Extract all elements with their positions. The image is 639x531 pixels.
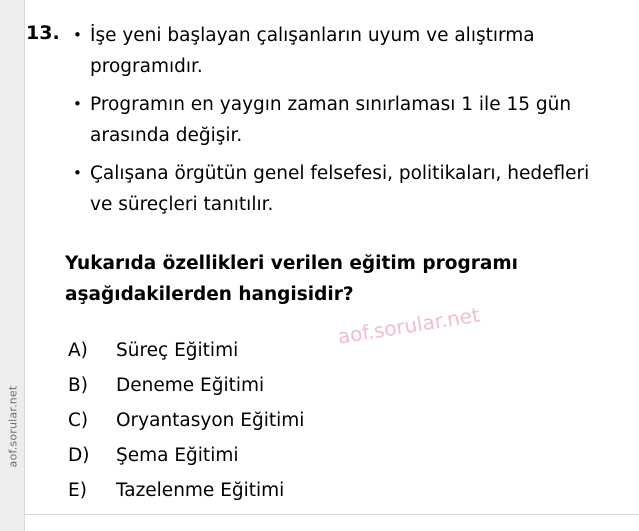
list-item-text: Çalışana örgütün genel felsefesi, politikaları, hedefleri ve süreçleri tanıtılır. — [90, 163, 590, 215]
page-bottom-divider — [25, 514, 639, 515]
option-label: Şema Eğitimi — [116, 445, 239, 466]
question-number: 13. — [26, 22, 60, 44]
option-letter: C) — [68, 410, 89, 431]
option-label: Tazelenme Eğitimi — [116, 480, 285, 501]
answer-option-c[interactable] — [68, 403, 608, 438]
answer-options — [68, 333, 608, 508]
list-item — [72, 20, 610, 82]
answer-option-e[interactable] — [68, 473, 608, 508]
bullet-icon: • — [73, 26, 82, 44]
list-item-text: İşe yeni başlayan çalışanların uyum ve alıştırma programıdır. — [90, 25, 535, 77]
list-item — [72, 158, 610, 220]
option-letter: A) — [68, 340, 88, 361]
question-prompt — [65, 248, 615, 310]
option-label: Deneme Eğitimi — [116, 375, 265, 396]
question-prompt-line-2: aşağıdakilerden hangisidir? — [65, 284, 354, 305]
option-letter: B) — [68, 375, 88, 396]
option-letter: E) — [68, 480, 87, 501]
list-item — [72, 89, 610, 151]
page-left-margin-strip — [0, 0, 25, 531]
page-watermark: aof.sorular.net — [336, 302, 482, 349]
option-label: Süreç Eğitimi — [116, 340, 239, 361]
answer-option-b[interactable] — [68, 368, 608, 403]
answer-option-d[interactable] — [68, 438, 608, 473]
list-item-text: Programın en yaygın zaman sınırlaması 1 ile 15 gün arasında değişir. — [90, 94, 572, 146]
side-watermark: aof.sorular.net — [6, 385, 20, 468]
bullet-icon: • — [73, 95, 82, 113]
answer-option-a[interactable] — [68, 333, 608, 368]
question-prompt-line-1: Yukarıda özellikleri verilen eğitim programı — [65, 253, 518, 274]
option-label: Oryantasyon Eğitimi — [116, 410, 305, 431]
bullet-icon: • — [73, 164, 82, 182]
question-stem-bullets — [72, 20, 610, 227]
option-letter: D) — [68, 445, 90, 466]
